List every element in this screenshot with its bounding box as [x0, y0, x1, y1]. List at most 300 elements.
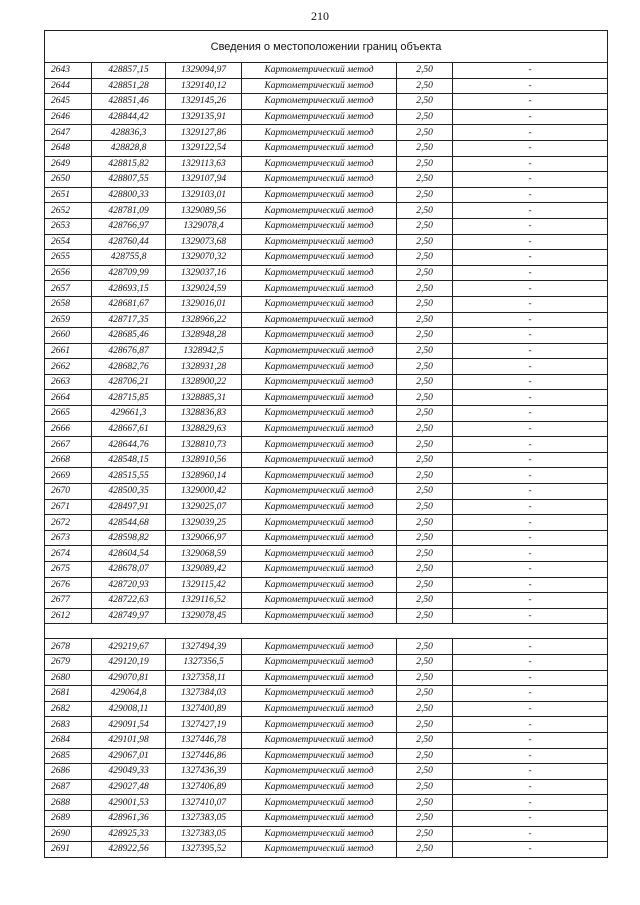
point-number-cell: 2662	[45, 359, 92, 375]
point-number-cell: 2691	[45, 842, 92, 858]
accuracy-cell: 2,50	[397, 732, 453, 748]
x-coordinate-cell: 428807,55	[92, 172, 166, 188]
x-coordinate-cell: 428676,87	[92, 343, 166, 359]
y-coordinate-cell: 1327383,05	[166, 826, 242, 842]
description-cell: -	[453, 406, 608, 422]
description-cell: -	[453, 515, 608, 531]
accuracy-cell: 2,50	[397, 484, 453, 500]
table-row	[45, 593, 608, 609]
accuracy-cell: 2,50	[397, 795, 453, 811]
y-coordinate-cell: 1329103,01	[166, 187, 242, 203]
method-cell: Картометрический метод	[242, 406, 397, 422]
point-number-cell: 2653	[45, 218, 92, 234]
point-number-cell: 2655	[45, 250, 92, 266]
accuracy-cell: 2,50	[397, 826, 453, 842]
accuracy-cell: 2,50	[397, 281, 453, 297]
description-cell: -	[453, 452, 608, 468]
x-coordinate-cell: 428678,07	[92, 562, 166, 578]
y-coordinate-cell: 1328836,83	[166, 406, 242, 422]
accuracy-cell: 2,50	[397, 717, 453, 733]
y-coordinate-cell: 1329037,16	[166, 265, 242, 281]
table-row	[45, 748, 608, 764]
table-row	[45, 359, 608, 375]
table-row	[45, 732, 608, 748]
method-cell: Картометрический метод	[242, 701, 397, 717]
accuracy-cell: 2,50	[397, 390, 453, 406]
method-cell: Картометрический метод	[242, 686, 397, 702]
accuracy-cell: 2,50	[397, 530, 453, 546]
method-cell: Картометрический метод	[242, 562, 397, 578]
description-cell: -	[453, 484, 608, 500]
table-row	[45, 842, 608, 858]
point-number-cell: 2648	[45, 140, 92, 156]
point-number-cell: 2664	[45, 390, 92, 406]
table-row	[45, 421, 608, 437]
method-cell: Картометрический метод	[242, 250, 397, 266]
point-number-cell: 2685	[45, 748, 92, 764]
description-cell: -	[453, 109, 608, 125]
table-row	[45, 686, 608, 702]
point-number-cell: 2679	[45, 654, 92, 670]
description-cell: -	[453, 390, 608, 406]
point-number-cell: 2658	[45, 296, 92, 312]
method-cell: Картометрический метод	[242, 312, 397, 328]
table-row	[45, 452, 608, 468]
table-row	[45, 717, 608, 733]
table-row	[45, 701, 608, 717]
section-separator-row	[45, 624, 608, 639]
table-title: Сведения о местоположении границ объекта	[45, 31, 608, 63]
method-cell: Картометрический метод	[242, 296, 397, 312]
point-number-cell: 2688	[45, 795, 92, 811]
x-coordinate-cell: 429049,33	[92, 764, 166, 780]
method-cell: Картометрический метод	[242, 374, 397, 390]
x-coordinate-cell: 428544,68	[92, 515, 166, 531]
table-row	[45, 343, 608, 359]
description-cell: -	[453, 187, 608, 203]
accuracy-cell: 2,50	[397, 265, 453, 281]
table-row	[45, 437, 608, 453]
table-row	[45, 654, 608, 670]
point-number-cell: 2681	[45, 686, 92, 702]
accuracy-cell: 2,50	[397, 468, 453, 484]
point-number-cell: 2649	[45, 156, 92, 172]
description-cell: -	[453, 795, 608, 811]
point-number-cell: 2612	[45, 608, 92, 624]
method-cell: Картометрический метод	[242, 717, 397, 733]
table-row	[45, 172, 608, 188]
description-cell: -	[453, 826, 608, 842]
method-cell: Картометрический метод	[242, 795, 397, 811]
x-coordinate-cell: 428828,8	[92, 140, 166, 156]
point-number-cell: 2668	[45, 452, 92, 468]
x-coordinate-cell: 428781,09	[92, 203, 166, 219]
description-cell: -	[453, 639, 608, 655]
table-row	[45, 390, 608, 406]
y-coordinate-cell: 1327383,05	[166, 810, 242, 826]
accuracy-cell: 2,50	[397, 452, 453, 468]
table-row	[45, 639, 608, 655]
accuracy-cell: 2,50	[397, 203, 453, 219]
y-coordinate-cell: 1328910,56	[166, 452, 242, 468]
method-cell: Картометрический метод	[242, 593, 397, 609]
description-cell: -	[453, 577, 608, 593]
accuracy-cell: 2,50	[397, 187, 453, 203]
accuracy-cell: 2,50	[397, 779, 453, 795]
table-row	[45, 250, 608, 266]
x-coordinate-cell: 429101,98	[92, 732, 166, 748]
accuracy-cell: 2,50	[397, 593, 453, 609]
point-number-cell: 2682	[45, 701, 92, 717]
method-cell: Картометрический метод	[242, 608, 397, 624]
accuracy-cell: 2,50	[397, 125, 453, 141]
x-coordinate-cell: 429091,54	[92, 717, 166, 733]
description-cell: -	[453, 281, 608, 297]
method-cell: Картометрический метод	[242, 421, 397, 437]
description-cell: -	[453, 78, 608, 94]
point-number-cell: 2657	[45, 281, 92, 297]
table-row	[45, 515, 608, 531]
point-number-cell: 2656	[45, 265, 92, 281]
y-coordinate-cell: 1328960,14	[166, 468, 242, 484]
point-number-cell: 2654	[45, 234, 92, 250]
accuracy-cell: 2,50	[397, 701, 453, 717]
point-number-cell: 2690	[45, 826, 92, 842]
description-cell: -	[453, 312, 608, 328]
table-row	[45, 468, 608, 484]
method-cell: Картометрический метод	[242, 499, 397, 515]
x-coordinate-cell: 428717,35	[92, 312, 166, 328]
description-cell: -	[453, 701, 608, 717]
point-number-cell: 2652	[45, 203, 92, 219]
x-coordinate-cell: 429067,01	[92, 748, 166, 764]
description-cell: -	[453, 343, 608, 359]
accuracy-cell: 2,50	[397, 94, 453, 110]
y-coordinate-cell: 1328942,5	[166, 343, 242, 359]
table-row	[45, 78, 608, 94]
y-coordinate-cell: 1327446,78	[166, 732, 242, 748]
table-row	[45, 484, 608, 500]
y-coordinate-cell: 1329039,25	[166, 515, 242, 531]
description-cell: -	[453, 764, 608, 780]
x-coordinate-cell: 428844,42	[92, 109, 166, 125]
point-number-cell: 2663	[45, 374, 92, 390]
description-cell: -	[453, 468, 608, 484]
accuracy-cell: 2,50	[397, 639, 453, 655]
point-number-cell: 2660	[45, 328, 92, 344]
y-coordinate-cell: 1328931,28	[166, 359, 242, 375]
description-cell: -	[453, 63, 608, 79]
table-row	[45, 810, 608, 826]
y-coordinate-cell: 1327427,19	[166, 717, 242, 733]
y-coordinate-cell: 1329089,42	[166, 562, 242, 578]
description-cell: -	[453, 125, 608, 141]
point-number-cell: 2680	[45, 670, 92, 686]
method-cell: Картометрический метод	[242, 670, 397, 686]
description-cell: -	[453, 421, 608, 437]
table-title-row	[45, 31, 608, 63]
accuracy-cell: 2,50	[397, 670, 453, 686]
method-cell: Картометрический метод	[242, 109, 397, 125]
method-cell: Картометрический метод	[242, 748, 397, 764]
accuracy-cell: 2,50	[397, 437, 453, 453]
x-coordinate-cell: 428706,21	[92, 374, 166, 390]
method-cell: Картометрический метод	[242, 639, 397, 655]
point-number-cell: 2659	[45, 312, 92, 328]
x-coordinate-cell: 428693,15	[92, 281, 166, 297]
accuracy-cell: 2,50	[397, 764, 453, 780]
y-coordinate-cell: 1329000,42	[166, 484, 242, 500]
description-cell: -	[453, 265, 608, 281]
accuracy-cell: 2,50	[397, 654, 453, 670]
accuracy-cell: 2,50	[397, 515, 453, 531]
description-cell: -	[453, 172, 608, 188]
y-coordinate-cell: 1329025,07	[166, 499, 242, 515]
x-coordinate-cell: 428497,91	[92, 499, 166, 515]
accuracy-cell: 2,50	[397, 608, 453, 624]
method-cell: Картометрический метод	[242, 779, 397, 795]
description-cell: -	[453, 203, 608, 219]
method-cell: Картометрический метод	[242, 546, 397, 562]
accuracy-cell: 2,50	[397, 842, 453, 858]
point-number-cell: 2647	[45, 125, 92, 141]
table-row	[45, 265, 608, 281]
accuracy-cell: 2,50	[397, 421, 453, 437]
method-cell: Картометрический метод	[242, 218, 397, 234]
point-number-cell: 2687	[45, 779, 92, 795]
method-cell: Картометрический метод	[242, 78, 397, 94]
table-row	[45, 140, 608, 156]
table-row	[45, 546, 608, 562]
point-number-cell: 2646	[45, 109, 92, 125]
method-cell: Картометрический метод	[242, 343, 397, 359]
accuracy-cell: 2,50	[397, 562, 453, 578]
method-cell: Картометрический метод	[242, 234, 397, 250]
y-coordinate-cell: 1329135,91	[166, 109, 242, 125]
method-cell: Картометрический метод	[242, 468, 397, 484]
description-cell: -	[453, 654, 608, 670]
y-coordinate-cell: 1329073,68	[166, 234, 242, 250]
method-cell: Картометрический метод	[242, 187, 397, 203]
table-row	[45, 795, 608, 811]
y-coordinate-cell: 1327356,5	[166, 654, 242, 670]
description-cell: -	[453, 842, 608, 858]
x-coordinate-cell: 428722,63	[92, 593, 166, 609]
x-coordinate-cell: 429070,81	[92, 670, 166, 686]
method-cell: Картометрический метод	[242, 281, 397, 297]
x-coordinate-cell: 428500,35	[92, 484, 166, 500]
x-coordinate-cell: 428766,97	[92, 218, 166, 234]
point-number-cell: 2689	[45, 810, 92, 826]
x-coordinate-cell: 429001,53	[92, 795, 166, 811]
x-coordinate-cell: 429064,8	[92, 686, 166, 702]
point-number-cell: 2651	[45, 187, 92, 203]
description-cell: -	[453, 218, 608, 234]
page-number: 210	[311, 9, 329, 23]
x-coordinate-cell: 428667,61	[92, 421, 166, 437]
point-number-cell: 2665	[45, 406, 92, 422]
y-coordinate-cell: 1327436,39	[166, 764, 242, 780]
description-cell: -	[453, 530, 608, 546]
description-cell: -	[453, 608, 608, 624]
y-coordinate-cell: 1327358,11	[166, 670, 242, 686]
table-row	[45, 156, 608, 172]
x-coordinate-cell: 428682,76	[92, 359, 166, 375]
x-coordinate-cell: 428598,82	[92, 530, 166, 546]
y-coordinate-cell: 1328948,28	[166, 328, 242, 344]
y-coordinate-cell: 1327384,03	[166, 686, 242, 702]
x-coordinate-cell: 429027,48	[92, 779, 166, 795]
description-cell: -	[453, 359, 608, 375]
accuracy-cell: 2,50	[397, 359, 453, 375]
x-coordinate-cell: 428709,99	[92, 265, 166, 281]
description-cell: -	[453, 296, 608, 312]
y-coordinate-cell: 1327494,39	[166, 639, 242, 655]
y-coordinate-cell: 1329115,42	[166, 577, 242, 593]
x-coordinate-cell: 428925,33	[92, 826, 166, 842]
table-row	[45, 577, 608, 593]
y-coordinate-cell: 1329127,86	[166, 125, 242, 141]
x-coordinate-cell: 429219,67	[92, 639, 166, 655]
point-number-cell: 2684	[45, 732, 92, 748]
point-number-cell: 2645	[45, 94, 92, 110]
description-cell: -	[453, 234, 608, 250]
table-row	[45, 670, 608, 686]
table-row	[45, 187, 608, 203]
description-cell: -	[453, 328, 608, 344]
method-cell: Картометрический метод	[242, 63, 397, 79]
method-cell: Картометрический метод	[242, 359, 397, 375]
table-row	[45, 328, 608, 344]
x-coordinate-cell: 428760,44	[92, 234, 166, 250]
y-coordinate-cell: 1329094,97	[166, 63, 242, 79]
accuracy-cell: 2,50	[397, 109, 453, 125]
x-coordinate-cell: 428922,56	[92, 842, 166, 858]
x-coordinate-cell: 428681,67	[92, 296, 166, 312]
point-number-cell: 2673	[45, 530, 92, 546]
accuracy-cell: 2,50	[397, 343, 453, 359]
x-coordinate-cell: 428851,28	[92, 78, 166, 94]
method-cell: Картометрический метод	[242, 826, 397, 842]
accuracy-cell: 2,50	[397, 312, 453, 328]
table-row	[45, 779, 608, 795]
y-coordinate-cell: 1327410,07	[166, 795, 242, 811]
y-coordinate-cell: 1329116,52	[166, 593, 242, 609]
description-cell: -	[453, 499, 608, 515]
accuracy-cell: 2,50	[397, 156, 453, 172]
accuracy-cell: 2,50	[397, 810, 453, 826]
method-cell: Картометрический метод	[242, 732, 397, 748]
point-number-cell: 2674	[45, 546, 92, 562]
description-cell: -	[453, 779, 608, 795]
method-cell: Картометрический метод	[242, 390, 397, 406]
table-row	[45, 94, 608, 110]
description-cell: -	[453, 437, 608, 453]
y-coordinate-cell: 1327446,86	[166, 748, 242, 764]
accuracy-cell: 2,50	[397, 686, 453, 702]
y-coordinate-cell: 1327400,89	[166, 701, 242, 717]
table-row	[45, 125, 608, 141]
x-coordinate-cell: 428685,46	[92, 328, 166, 344]
y-coordinate-cell: 1329016,01	[166, 296, 242, 312]
method-cell: Картометрический метод	[242, 125, 397, 141]
section-separator	[45, 624, 608, 639]
table-row	[45, 296, 608, 312]
method-cell: Картометрический метод	[242, 328, 397, 344]
y-coordinate-cell: 1329122,54	[166, 140, 242, 156]
point-number-cell: 2671	[45, 499, 92, 515]
table-row	[45, 109, 608, 125]
method-cell: Картометрический метод	[242, 654, 397, 670]
accuracy-cell: 2,50	[397, 748, 453, 764]
boundary-coordinates-table	[44, 30, 608, 858]
y-coordinate-cell: 1328829,63	[166, 421, 242, 437]
point-number-cell: 2670	[45, 484, 92, 500]
description-cell: -	[453, 546, 608, 562]
table-row	[45, 203, 608, 219]
y-coordinate-cell: 1328966,22	[166, 312, 242, 328]
x-coordinate-cell: 428961,36	[92, 810, 166, 826]
method-cell: Картометрический метод	[242, 156, 397, 172]
y-coordinate-cell: 1329024,59	[166, 281, 242, 297]
point-number-cell: 2666	[45, 421, 92, 437]
table-row	[45, 374, 608, 390]
method-cell: Картометрический метод	[242, 577, 397, 593]
table-row	[45, 281, 608, 297]
description-cell: -	[453, 250, 608, 266]
point-number-cell: 2669	[45, 468, 92, 484]
table-row	[45, 312, 608, 328]
accuracy-cell: 2,50	[397, 374, 453, 390]
description-cell: -	[453, 156, 608, 172]
x-coordinate-cell: 428715,85	[92, 390, 166, 406]
point-number-cell: 2661	[45, 343, 92, 359]
y-coordinate-cell: 1329107,94	[166, 172, 242, 188]
point-number-cell: 2650	[45, 172, 92, 188]
x-coordinate-cell: 428857,15	[92, 63, 166, 79]
description-cell: -	[453, 140, 608, 156]
y-coordinate-cell: 1327395,52	[166, 842, 242, 858]
x-coordinate-cell: 428604,54	[92, 546, 166, 562]
accuracy-cell: 2,50	[397, 172, 453, 188]
method-cell: Картометрический метод	[242, 530, 397, 546]
point-number-cell: 2672	[45, 515, 92, 531]
table-row	[45, 608, 608, 624]
x-coordinate-cell: 428548,15	[92, 452, 166, 468]
x-coordinate-cell: 428815,82	[92, 156, 166, 172]
point-number-cell: 2643	[45, 63, 92, 79]
table-row	[45, 530, 608, 546]
description-cell: -	[453, 810, 608, 826]
x-coordinate-cell: 428755,8	[92, 250, 166, 266]
x-coordinate-cell: 428720,93	[92, 577, 166, 593]
point-number-cell: 2676	[45, 577, 92, 593]
y-coordinate-cell: 1329145,26	[166, 94, 242, 110]
table-row	[45, 562, 608, 578]
y-coordinate-cell: 1329070,32	[166, 250, 242, 266]
table-row	[45, 826, 608, 842]
description-cell: -	[453, 562, 608, 578]
accuracy-cell: 2,50	[397, 140, 453, 156]
method-cell: Картометрический метод	[242, 515, 397, 531]
description-cell: -	[453, 593, 608, 609]
table-row	[45, 406, 608, 422]
point-number-cell: 2683	[45, 717, 92, 733]
accuracy-cell: 2,50	[397, 328, 453, 344]
method-cell: Картометрический метод	[242, 842, 397, 858]
y-coordinate-cell: 1328810,73	[166, 437, 242, 453]
y-coordinate-cell: 1328900,22	[166, 374, 242, 390]
